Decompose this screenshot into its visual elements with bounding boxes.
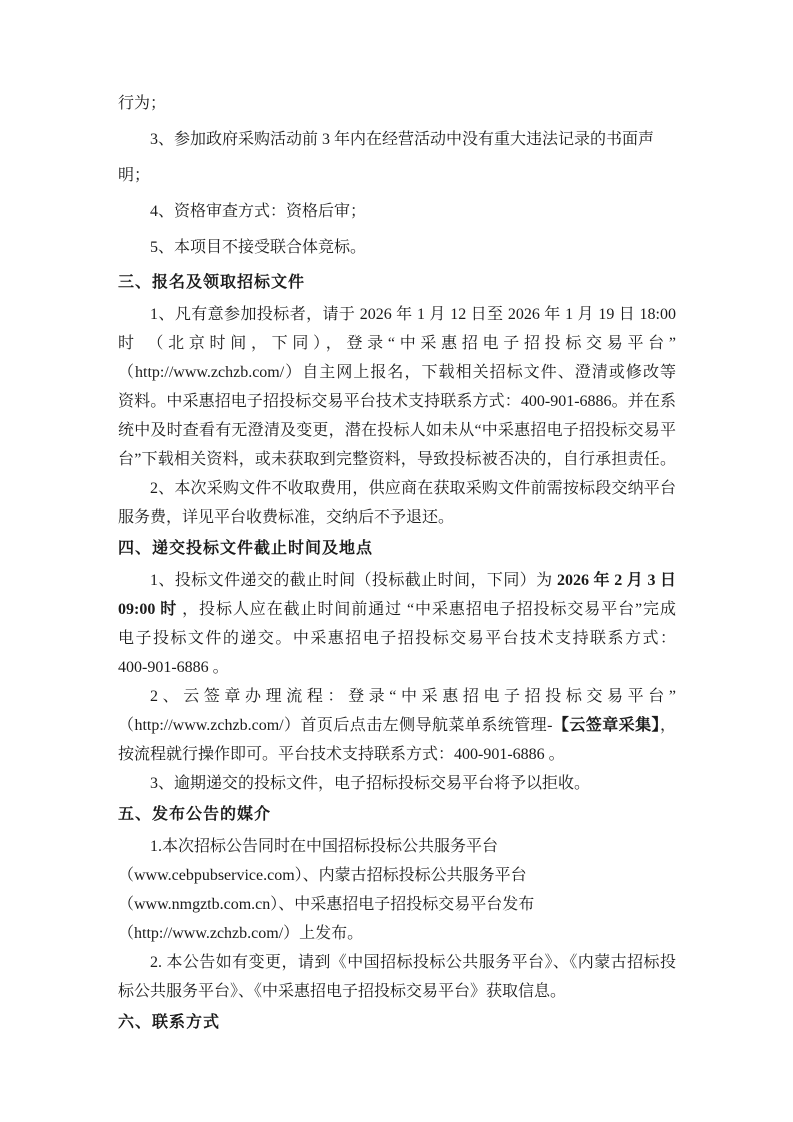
text-segment: （http://www.zchzb.com/）首页后点击左侧导航菜单系统管理- xyxy=(118,717,553,734)
text-segment: 3、参加政府采购活动前 3 年内在经营活动中没有重大违法记录的书面声明； xyxy=(118,131,655,184)
bold-text-segment: 【云签章采集】 xyxy=(552,717,660,734)
section-heading xyxy=(118,534,676,564)
text-line xyxy=(118,595,676,624)
text-line xyxy=(118,329,676,358)
text-line xyxy=(118,194,676,230)
text-segment: 服务费，详见平台收费标准，交纳后不予退还。 xyxy=(118,509,455,526)
text-segment: 2、云签章办理流程：登录“中采惠招电子招投标交易平台” xyxy=(150,688,676,705)
text-segment: 1、凡有意参加投标者，请于 2026 年 1 月 12 日至 2026 年 1 月 19 日 18:00 xyxy=(150,306,676,323)
text-segment: 电子投标文件的递交。中采惠招电子招投标交易平台技术支持联系方式： xyxy=(118,630,676,647)
text-line xyxy=(118,566,676,595)
text-line xyxy=(118,890,676,919)
text-segment: 按流程就行操作即可。平台技术支持联系方式：400-901-6886 。 xyxy=(118,746,565,763)
text-segment: 五、发布公告的媒介 xyxy=(118,806,272,823)
text-line xyxy=(118,682,676,711)
text-line xyxy=(118,711,676,740)
text-segment: （http://www.zchzb.com/）上发布。 xyxy=(118,925,364,942)
section-heading xyxy=(118,268,676,298)
bold-text-segment: 09:00 时 xyxy=(118,601,178,618)
text-segment: 资料。中采惠招电子招投标交易平台技术支持联系方式：400-901-6886。并在系 xyxy=(118,393,676,410)
document-body xyxy=(118,86,676,1038)
text-line xyxy=(118,977,676,1006)
text-line xyxy=(118,948,676,977)
section-heading xyxy=(118,800,676,830)
text-line xyxy=(118,445,676,474)
text-segment: 统中及时查看有无澄清及变更，潜在投标人如未从“中采惠招电子招投标交易平 xyxy=(118,422,676,439)
bold-text-segment: 2026 年 2 月 3 日 xyxy=(557,572,676,589)
text-segment: （www.cebpubservice.com）、内蒙古招标投标公共服务平台 xyxy=(118,867,527,884)
text-line xyxy=(118,474,676,503)
text-segment: 台”下载相关资料，或未获取到完整资料，导致投标被否决的，自行承担责任。 xyxy=(118,451,676,468)
text-segment: 5、本项目不接受联合体竞标。 xyxy=(150,239,367,256)
text-line xyxy=(118,230,676,266)
text-segment: 三、报名及领取招标文件 xyxy=(118,274,306,291)
text-line xyxy=(118,769,676,798)
text-line xyxy=(118,653,676,682)
text-segment: 1.本次招标公告同时在中国招标投标公共服务平台 xyxy=(150,838,499,855)
text-segment: 2、本次采购文件不收取费用，供应商在获取采购文件前需按标段交纳平台 xyxy=(150,480,676,497)
text-segment: ，投标人应在截止时间前通过 “中采惠招电子招投标交易平台”完成 xyxy=(177,601,676,618)
text-segment: 400-901-6886 。 xyxy=(118,659,229,676)
text-line xyxy=(118,86,676,122)
text-line xyxy=(118,919,676,948)
text-segment: 标公共服务平台》、《中采惠招电子招投标交易平台》获取信息。 xyxy=(118,983,567,1000)
text-segment: 1、投标文件递交的截止时间（投标截止时间，下同）为 xyxy=(150,572,558,589)
text-segment: ， xyxy=(659,717,676,734)
text-line xyxy=(118,861,676,890)
text-line xyxy=(118,740,676,769)
section-heading xyxy=(118,1008,676,1038)
text-segment: 时 （北京时间，下同），登录“中采惠招电子招投标交易平台” xyxy=(118,335,676,352)
text-line xyxy=(118,122,676,194)
text-line xyxy=(118,416,676,445)
text-segment: 2. 本公告如有变更，请到《中国招标投标公共服务平台》、《内蒙古招标投 xyxy=(150,954,676,971)
text-line xyxy=(118,300,676,329)
text-line xyxy=(118,624,676,653)
text-line xyxy=(118,387,676,416)
text-segment: 4、资格审查方式：资格后审； xyxy=(150,203,367,220)
text-line xyxy=(118,503,676,532)
text-line xyxy=(118,832,676,861)
text-segment: 四、递交投标文件截止时间及地点 xyxy=(118,540,374,557)
text-line xyxy=(118,358,676,387)
text-segment: 六、联系方式 xyxy=(118,1014,221,1031)
text-segment: 3、逾期递交的投标文件，电子招标投标交易平台将予以拒收。 xyxy=(150,775,591,792)
text-segment: 行为； xyxy=(118,95,167,112)
text-segment: （http://www.zchzb.com/）自主网上报名，下载相关招标文件、澄清或修改等 xyxy=(118,364,676,381)
text-segment: （www.nmgztb.com.cn）、中采惠招电子招投标交易平台发布 xyxy=(118,896,535,913)
